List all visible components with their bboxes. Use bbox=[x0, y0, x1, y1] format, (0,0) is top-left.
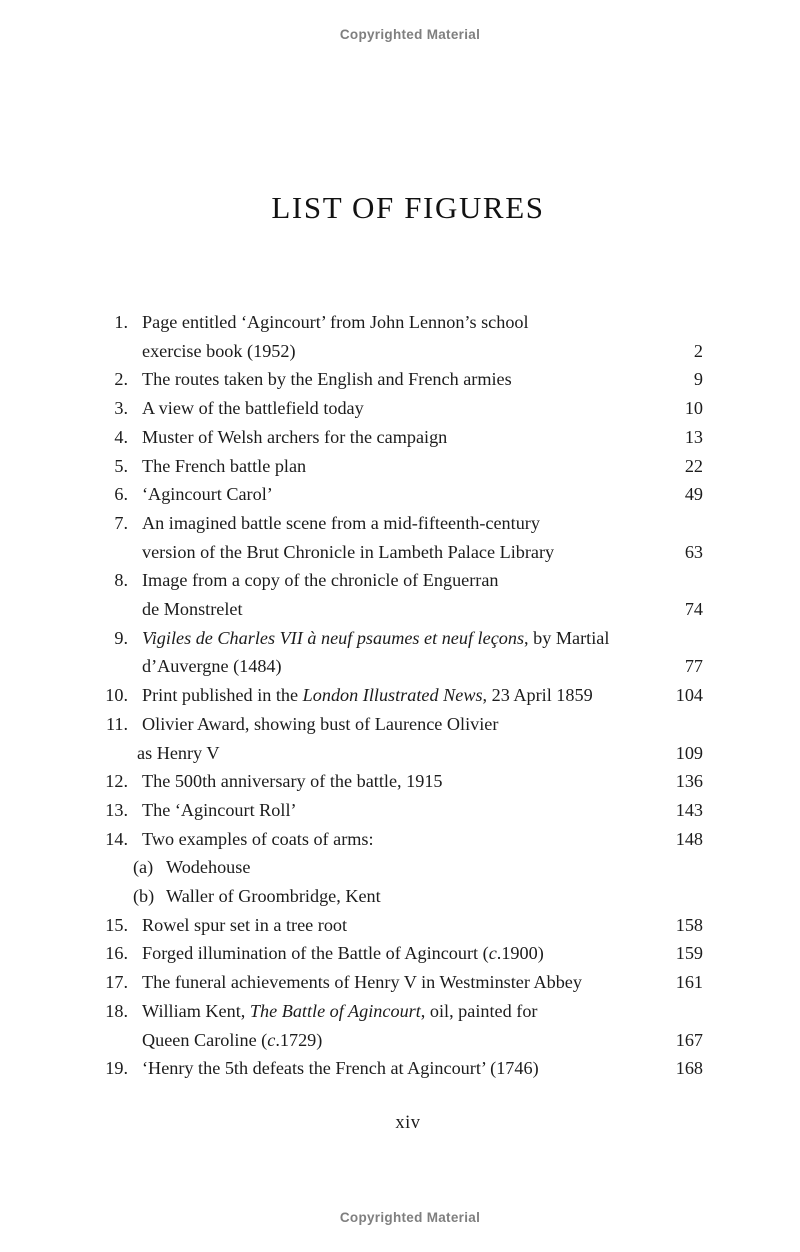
figure-number: 7. bbox=[114, 512, 128, 533]
figure-caption bbox=[142, 796, 703, 825]
figure-row bbox=[105, 566, 703, 595]
figure-caption bbox=[142, 681, 703, 710]
figure-caption bbox=[142, 394, 703, 423]
figure-number: 1. bbox=[114, 312, 128, 332]
figure-caption bbox=[142, 1026, 703, 1055]
figure-row bbox=[105, 509, 703, 538]
figure-page-ref: 158 bbox=[675, 914, 703, 935]
figure-caption bbox=[142, 365, 703, 394]
figure-caption bbox=[142, 624, 703, 653]
figure-caption bbox=[142, 452, 703, 481]
caption-segment-italic: Vigiles de Charles VII à neuf psaumes et neuf leçons bbox=[142, 627, 525, 648]
subitem-marker: (b) bbox=[133, 886, 155, 907]
caption-segment: .1729) bbox=[275, 1029, 323, 1050]
caption-segment: ‘Agincourt Carol’ bbox=[142, 484, 273, 505]
caption-segment: An imagined battle scene from a mid-fifteenth-century bbox=[142, 512, 540, 533]
caption-segment: Print published in the bbox=[142, 685, 303, 706]
figure-page-ref: 49 bbox=[684, 484, 703, 505]
figure-number: 19. bbox=[105, 1058, 128, 1079]
figure-row bbox=[105, 624, 703, 653]
caption-segment-italic: c bbox=[488, 943, 497, 964]
figure-page-ref: 9 bbox=[693, 369, 703, 390]
caption-segment: Page entitled ‘Agincourt’ from John Lennon’s school bbox=[142, 312, 529, 332]
figure-number: 13. bbox=[105, 799, 128, 820]
figure-row bbox=[105, 308, 703, 337]
caption-segment: ‘Henry the 5th defeats the French at Agincourt’ (1746) bbox=[142, 1058, 539, 1079]
figure-page-ref: 2 bbox=[693, 340, 703, 361]
figure-caption bbox=[142, 538, 703, 567]
subitem-marker: (a) bbox=[133, 857, 154, 878]
caption-segment: Two examples of coats of arms: bbox=[142, 828, 374, 849]
figure-row bbox=[105, 796, 703, 825]
caption-segment: , by Martial bbox=[524, 627, 610, 648]
caption-segment: Muster of Welsh archers for the campaign bbox=[142, 426, 448, 447]
figure-row bbox=[105, 710, 703, 739]
figure-row bbox=[105, 997, 703, 1026]
caption-segment: Waller of Groombridge, Kent bbox=[166, 886, 381, 907]
folio-page-number: xiv bbox=[395, 1113, 421, 1133]
figure-page-ref: 159 bbox=[675, 943, 703, 964]
figure-caption bbox=[133, 882, 703, 911]
figure-caption bbox=[142, 566, 703, 595]
figure-row bbox=[105, 1026, 703, 1055]
figure-number: 2. bbox=[114, 369, 128, 390]
caption-segment-italic: c bbox=[267, 1029, 276, 1050]
figure-page-ref: 136 bbox=[675, 771, 703, 792]
figure-number: 8. bbox=[114, 570, 128, 591]
figure-row bbox=[105, 538, 703, 567]
figure-page-ref: 77 bbox=[684, 656, 703, 677]
caption-segment: The routes taken by the English and French armies bbox=[142, 369, 512, 390]
caption-segment: , 23 April 1859 bbox=[482, 685, 593, 706]
figure-page-ref: 161 bbox=[675, 972, 703, 993]
caption-segment: d’Auvergne (1484) bbox=[142, 656, 282, 677]
figure-caption bbox=[133, 853, 703, 882]
figure-number: 5. bbox=[114, 455, 128, 476]
figure-row bbox=[105, 423, 703, 452]
figure-caption bbox=[142, 997, 703, 1026]
caption-segment: Image from a copy of the chronicle of Enguerran bbox=[142, 570, 499, 591]
caption-segment: de Monstrelet bbox=[142, 599, 243, 620]
figure-caption bbox=[142, 652, 703, 681]
figure-number: 3. bbox=[114, 398, 128, 419]
figure-number: 15. bbox=[105, 914, 128, 935]
caption-segment: Queen Caroline ( bbox=[142, 1029, 268, 1050]
figure-page-ref: 104 bbox=[675, 685, 703, 706]
figure-number: 11. bbox=[105, 713, 128, 734]
figure-list bbox=[105, 308, 703, 1083]
figure-caption bbox=[142, 710, 703, 739]
figure-row bbox=[105, 911, 703, 940]
figure-caption bbox=[142, 767, 703, 796]
caption-segment: A view of the battlefield today bbox=[142, 398, 364, 419]
figure-row bbox=[105, 337, 703, 366]
caption-segment: Rowel spur set in a tree root bbox=[142, 914, 348, 935]
figure-number: 6. bbox=[114, 484, 128, 505]
figure-number: 14. bbox=[105, 828, 128, 849]
figure-row bbox=[105, 394, 703, 423]
figure-page-ref: 13 bbox=[684, 426, 703, 447]
figure-row bbox=[105, 882, 703, 911]
figure-caption bbox=[142, 423, 703, 452]
figure-row bbox=[105, 968, 703, 997]
figure-row bbox=[105, 480, 703, 509]
copyright-footer: Copyrighted Material bbox=[339, 1210, 481, 1225]
page-title: LIST OF FIGURES bbox=[271, 190, 545, 225]
figure-row bbox=[105, 595, 703, 624]
caption-segment: Wodehouse bbox=[166, 857, 251, 878]
figure-caption bbox=[142, 939, 703, 968]
figure-row bbox=[105, 681, 703, 710]
caption-segment-italic: London Illustrated News bbox=[302, 685, 483, 706]
figure-number: 18. bbox=[105, 1000, 128, 1021]
figure-caption bbox=[142, 825, 703, 854]
caption-segment: The 500th anniversary of the battle, 1915 bbox=[142, 771, 443, 792]
figure-row bbox=[105, 452, 703, 481]
figure-row bbox=[105, 1054, 703, 1083]
figure-row bbox=[105, 739, 703, 768]
figure-number: 17. bbox=[105, 972, 128, 993]
figure-caption bbox=[142, 968, 703, 997]
figure-caption bbox=[142, 509, 703, 538]
figure-number: 16. bbox=[105, 943, 128, 964]
figure-page-ref: 10 bbox=[684, 398, 703, 419]
caption-segment: The French battle plan bbox=[142, 455, 307, 476]
caption-segment: The ‘Agincourt Roll’ bbox=[142, 799, 297, 820]
figure-number: 4. bbox=[114, 426, 128, 447]
figure-row bbox=[105, 652, 703, 681]
figure-row bbox=[105, 825, 703, 854]
figure-number: 10. bbox=[105, 685, 128, 706]
caption-segment: exercise book (1952) bbox=[142, 340, 296, 361]
caption-segment: as Henry V bbox=[137, 742, 220, 763]
figure-caption bbox=[142, 1054, 703, 1083]
figure-page-ref: 22 bbox=[684, 455, 703, 476]
figure-caption bbox=[142, 911, 703, 940]
caption-segment: The funeral achievements of Henry V in Westminster Abbey bbox=[142, 972, 582, 993]
figure-page-ref: 167 bbox=[675, 1029, 703, 1050]
figure-page-ref: 143 bbox=[675, 799, 703, 820]
caption-segment: Forged illumination of the Battle of Agincourt ( bbox=[142, 943, 489, 964]
caption-segment: .1900) bbox=[496, 943, 544, 964]
copyright-header: Copyrighted Material bbox=[339, 27, 481, 42]
figure-page-ref: 63 bbox=[684, 541, 703, 562]
figure-number: 9. bbox=[114, 627, 128, 648]
figure-caption bbox=[142, 595, 703, 624]
figure-caption bbox=[142, 480, 703, 509]
caption-segment: version of the Brut Chronicle in Lambeth Palace Library bbox=[142, 541, 555, 562]
caption-segment: William Kent, bbox=[142, 1000, 250, 1021]
caption-segment-italic: The Battle of Agincourt bbox=[249, 1000, 421, 1021]
figure-number: 12. bbox=[105, 771, 128, 792]
figure-caption bbox=[142, 337, 703, 366]
figure-page-ref: 109 bbox=[675, 742, 703, 763]
caption-segment: Olivier Award, showing bust of Laurence Olivier bbox=[142, 713, 499, 734]
figure-page-ref: 148 bbox=[675, 828, 703, 849]
figure-page-ref: 168 bbox=[675, 1058, 703, 1079]
figure-row bbox=[105, 365, 703, 394]
figure-row bbox=[105, 939, 703, 968]
figure-row bbox=[105, 853, 703, 882]
figure-caption bbox=[137, 739, 703, 768]
figure-caption bbox=[142, 308, 703, 337]
figure-row bbox=[105, 767, 703, 796]
caption-segment: , oil, painted for bbox=[420, 1000, 538, 1021]
figure-page-ref: 74 bbox=[684, 599, 703, 620]
